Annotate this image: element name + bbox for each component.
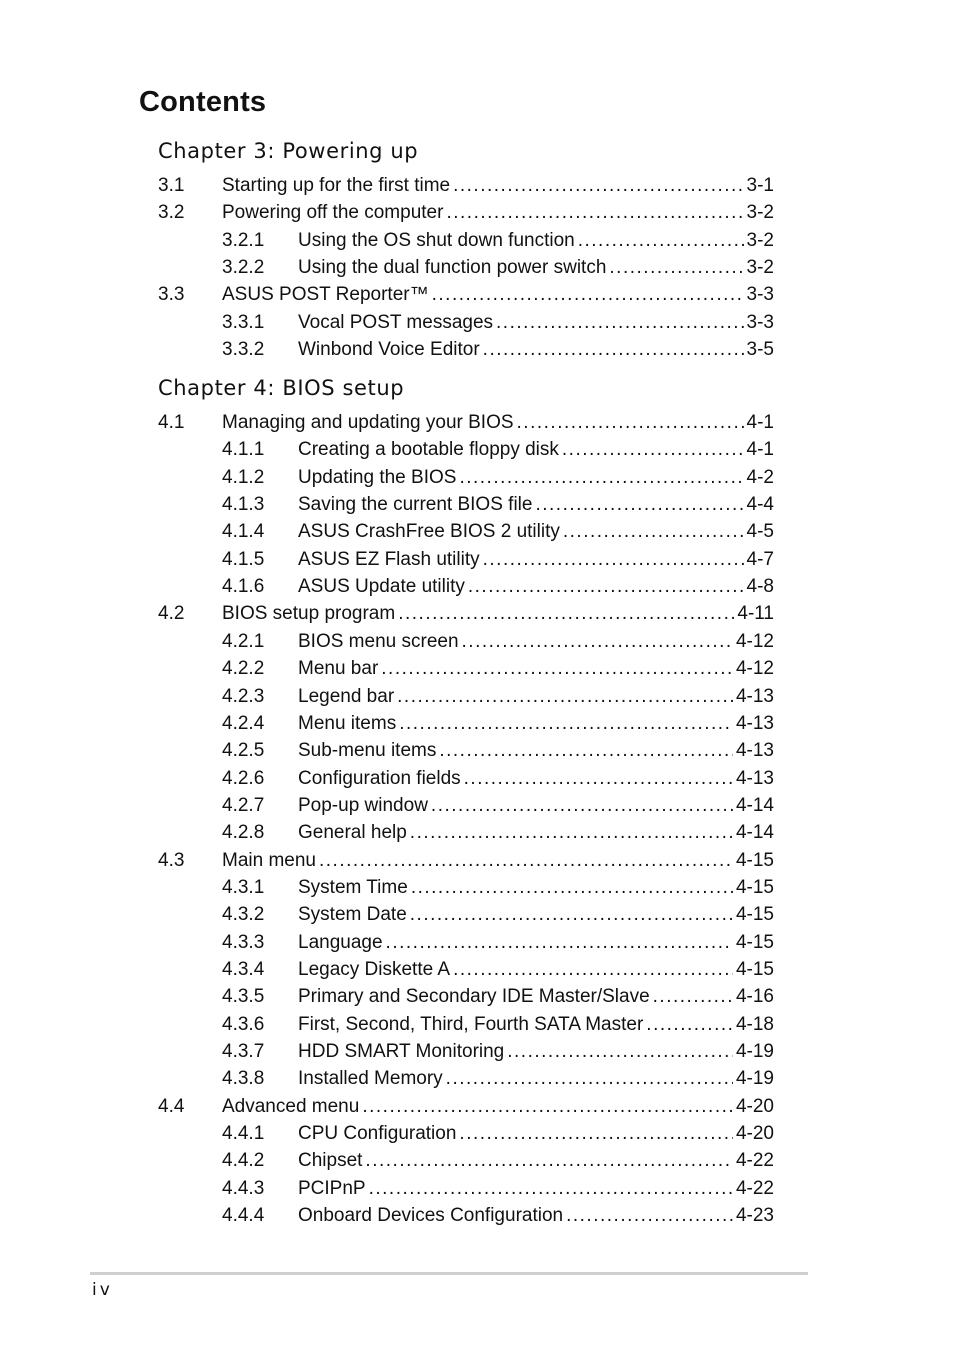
page-number: iv — [92, 1280, 113, 1300]
section-title: Creating a bootable floppy disk — [298, 439, 559, 461]
section-title: Advanced menu — [222, 1095, 360, 1117]
toc-entry[interactable] — [222, 1123, 774, 1150]
section-number: 3.2.2 — [222, 257, 265, 279]
page-reference: 3-2 — [746, 202, 774, 224]
dot-leader — [535, 494, 743, 516]
toc-entry[interactable] — [222, 822, 774, 849]
toc-entry[interactable] — [222, 312, 774, 339]
toc-entry[interactable] — [222, 439, 774, 466]
toc-entry[interactable] — [222, 1041, 774, 1068]
dot-leader — [566, 1205, 733, 1227]
dot-leader — [398, 603, 734, 625]
page-reference: 4-11 — [737, 603, 774, 625]
toc-entry[interactable] — [222, 467, 774, 494]
section-title: Chipset — [298, 1150, 363, 1172]
dot-leader — [453, 175, 743, 197]
section-title: Legacy Diskette A — [298, 959, 451, 980]
dot-leader — [365, 1150, 733, 1172]
dot-leader — [431, 795, 733, 817]
dot-leader — [609, 257, 743, 279]
page-reference: 4-1 — [746, 439, 774, 461]
dot-leader — [653, 986, 733, 1008]
section-number: 4.1.4 — [222, 521, 265, 543]
section-number: 3.3.2 — [222, 339, 265, 361]
section-title: ASUS CrashFree BIOS 2 utility — [298, 521, 560, 543]
section-title: Menu bar — [298, 658, 379, 680]
section-number: 4.3.7 — [222, 1041, 265, 1063]
section-title: Onboard Devices Configuration — [298, 1205, 564, 1227]
toc-entry[interactable] — [222, 494, 774, 521]
page-reference: 4-19 — [735, 1041, 774, 1063]
dot-leader — [646, 1014, 733, 1036]
footer-divider — [90, 1272, 808, 1275]
page-title: Contents — [139, 86, 267, 118]
dot-leader — [459, 1123, 733, 1145]
page-reference: 4-15 — [735, 876, 774, 898]
dot-leader — [578, 230, 744, 252]
section-number: 4.2.8 — [222, 822, 265, 844]
section-number: 4.2.1 — [222, 630, 265, 652]
page-reference: 4-14 — [735, 822, 774, 844]
toc-entry[interactable] — [222, 658, 774, 685]
page-reference: 4-7 — [746, 548, 774, 570]
section-title: Managing and updating your BIOS — [222, 412, 514, 433]
dot-leader — [562, 439, 744, 461]
section-title: HDD SMART Monitoring — [298, 1041, 505, 1063]
page-reference: 3-2 — [746, 257, 774, 279]
section-number: 4.3.8 — [222, 1068, 265, 1090]
section-title: Primary and Secondary IDE Master/Slave — [298, 986, 650, 1008]
toc-entry[interactable] — [222, 932, 774, 959]
page-reference: 4-22 — [735, 1177, 774, 1199]
dot-leader — [432, 284, 744, 306]
dot-leader — [386, 932, 733, 954]
toc-entry[interactable] — [158, 175, 774, 202]
section-title: ASUS POST Reporter™ — [222, 284, 429, 306]
toc-entry[interactable] — [222, 904, 774, 931]
dot-leader — [517, 412, 744, 434]
toc-entry[interactable] — [222, 339, 774, 366]
page-reference: 4-2 — [746, 466, 774, 488]
dot-leader — [319, 850, 733, 872]
page-reference: 3-5 — [746, 339, 774, 361]
toc-entry[interactable] — [222, 576, 774, 603]
section-title: Menu items — [298, 712, 397, 734]
section-title: First, Second, Third, Fourth SATA Master — [298, 1013, 644, 1035]
page-reference: 4-12 — [735, 658, 774, 680]
dot-leader — [439, 740, 733, 762]
dot-leader — [446, 1068, 733, 1090]
page-reference: 4-22 — [735, 1150, 774, 1172]
dot-leader — [399, 713, 733, 735]
toc-entry[interactable] — [222, 257, 774, 284]
page-reference: 4-20 — [735, 1095, 774, 1117]
section-title: BIOS setup program — [222, 603, 396, 625]
section-number: 3.1 — [158, 175, 185, 196]
toc-entry[interactable] — [222, 521, 774, 548]
page-reference: 4-1 — [746, 412, 774, 433]
section-title: ASUS EZ Flash utility — [298, 548, 480, 570]
page-reference: 4-15 — [735, 849, 774, 871]
dot-leader — [381, 658, 733, 680]
toc-entry[interactable] — [222, 1068, 774, 1095]
dot-leader — [362, 1096, 733, 1118]
page-reference: 4-13 — [735, 685, 774, 707]
toc-entry[interactable] — [222, 1150, 774, 1177]
page-reference: 4-15 — [735, 904, 774, 926]
dot-leader — [507, 1041, 733, 1063]
dot-leader — [496, 312, 744, 334]
section-title: Winbond Voice Editor — [298, 339, 480, 361]
section-title: Installed Memory — [298, 1068, 443, 1090]
page-reference: 4-14 — [735, 794, 774, 816]
toc-entry[interactable] — [222, 713, 774, 740]
section-title: Using the OS shut down function — [298, 229, 575, 251]
page-reference: 4-13 — [735, 767, 774, 789]
section-number: 4.2 — [158, 603, 185, 625]
toc-entry[interactable] — [222, 986, 774, 1013]
dot-leader — [563, 521, 744, 543]
dot-leader — [468, 576, 744, 598]
toc-entry[interactable] — [222, 740, 774, 767]
section-title: Pop-up window — [298, 794, 428, 816]
page-reference: 4-15 — [735, 931, 774, 953]
section-title: Sub-menu items — [298, 740, 437, 762]
dot-leader — [464, 768, 733, 790]
section-title: Main menu — [222, 849, 316, 871]
page-reference: 4-5 — [746, 521, 774, 543]
section-number: 4.3.3 — [222, 931, 265, 953]
section-number: 4.2.3 — [222, 685, 265, 707]
section-number: 4.1.2 — [222, 466, 265, 488]
page-reference: 4-8 — [746, 576, 774, 598]
section-number: 4.1.5 — [222, 548, 265, 570]
section-title: PCIPnP — [298, 1177, 366, 1199]
toc-entry[interactable] — [222, 795, 774, 822]
section-number: 4.2.7 — [222, 794, 265, 816]
section-title: Powering off the computer — [222, 202, 444, 224]
section-title: Saving the current BIOS file — [298, 494, 533, 516]
dot-leader — [453, 959, 733, 981]
section-number: 4.3.5 — [222, 986, 265, 1008]
section-number: 4.3 — [158, 849, 185, 871]
toc-entry[interactable] — [158, 850, 774, 877]
toc-entry[interactable] — [222, 877, 774, 904]
page-reference: 4-12 — [735, 630, 774, 652]
page-reference: 4-16 — [735, 986, 774, 1008]
section-title: Using the dual function power switch — [298, 257, 607, 279]
section-number: 4.2.2 — [222, 658, 265, 680]
dot-leader — [397, 686, 733, 708]
toc-entry[interactable] — [222, 230, 774, 257]
section-number: 4.3.4 — [222, 959, 265, 980]
dot-leader — [410, 904, 733, 926]
page-reference: 4-15 — [735, 959, 774, 980]
toc-entry[interactable] — [158, 1096, 774, 1123]
page-reference: 3-3 — [746, 284, 774, 306]
toc-entry[interactable] — [222, 686, 774, 713]
section-number: 3.2 — [158, 202, 185, 224]
dot-leader — [459, 467, 743, 489]
page-reference: 3-3 — [746, 311, 774, 333]
chapter-heading: Chapter 4: BIOS setup — [158, 376, 405, 400]
toc-entry[interactable] — [222, 1178, 774, 1205]
section-number: 4.2.6 — [222, 767, 265, 789]
toc-entry[interactable] — [158, 202, 774, 229]
section-number: 4.2.5 — [222, 740, 265, 762]
section-number: 4.3.6 — [222, 1013, 265, 1035]
section-number: 3.3 — [158, 284, 185, 306]
section-number: 4.1.6 — [222, 576, 265, 598]
page-reference: 4-23 — [735, 1205, 774, 1227]
section-title: Vocal POST messages — [298, 311, 494, 333]
page-reference: 4-19 — [735, 1068, 774, 1090]
dot-leader — [369, 1178, 733, 1200]
section-number: 4.1.1 — [222, 439, 265, 461]
section-number: 4.4.2 — [222, 1150, 265, 1172]
toc-entry[interactable] — [158, 603, 774, 630]
section-number: 3.2.1 — [222, 229, 265, 251]
section-number: 3.3.1 — [222, 311, 265, 333]
toc-entry[interactable] — [158, 412, 774, 439]
section-number: 4.3.1 — [222, 876, 265, 898]
page-reference: 4-13 — [735, 712, 774, 734]
section-title: General help — [298, 822, 407, 844]
dot-leader — [462, 631, 733, 653]
toc-entry[interactable] — [222, 1205, 774, 1232]
toc-entry[interactable] — [222, 959, 774, 986]
section-title: Updating the BIOS — [298, 466, 457, 488]
page-reference: 4-20 — [735, 1123, 774, 1145]
section-number: 4.1.3 — [222, 494, 265, 516]
section-number: 4.4 — [158, 1095, 185, 1117]
dot-leader — [411, 877, 733, 899]
dot-leader — [410, 822, 733, 844]
dot-leader — [483, 549, 744, 571]
section-number: 4.4.1 — [222, 1123, 265, 1145]
section-title: System Date — [298, 904, 407, 926]
toc-entry[interactable] — [222, 631, 774, 658]
section-title: CPU Configuration — [298, 1123, 457, 1145]
page-reference: 4-13 — [735, 740, 774, 762]
chapter-heading: Chapter 3: Powering up — [158, 139, 419, 163]
section-title: ASUS Update utility — [298, 576, 465, 598]
page-reference: 4-18 — [735, 1013, 774, 1035]
section-title: Legend bar — [298, 685, 395, 707]
section-number: 4.1 — [158, 412, 185, 433]
section-title: Starting up for the first time — [222, 175, 451, 196]
dot-leader — [446, 202, 743, 224]
section-number: 4.4.4 — [222, 1205, 265, 1227]
page-reference: 4-4 — [746, 494, 774, 516]
section-title: Configuration fields — [298, 767, 461, 789]
section-title: BIOS menu screen — [298, 630, 459, 652]
section-title: System Time — [298, 876, 408, 898]
section-number: 4.4.3 — [222, 1177, 265, 1199]
dot-leader — [483, 339, 744, 361]
toc-entry[interactable] — [222, 768, 774, 795]
toc-entry[interactable] — [158, 284, 774, 311]
toc-entry[interactable] — [222, 1014, 774, 1041]
section-title: Language — [298, 931, 383, 953]
section-number: 4.2.4 — [222, 712, 265, 734]
section-number: 4.3.2 — [222, 904, 265, 926]
toc-entry[interactable] — [222, 549, 774, 576]
page-reference: 3-2 — [746, 229, 774, 251]
page-reference: 3-1 — [746, 175, 774, 196]
